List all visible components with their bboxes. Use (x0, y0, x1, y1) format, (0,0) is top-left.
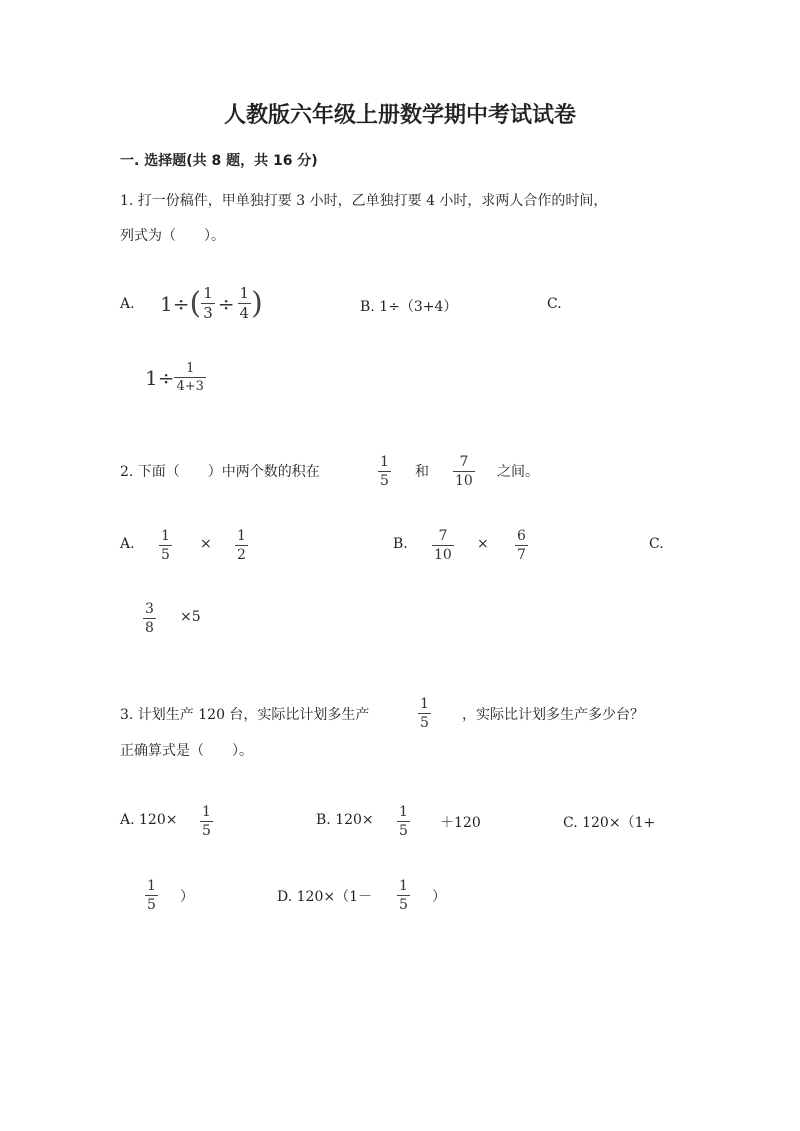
q1-line1: 1. 打一份稿件，甲单独打要 3 小时，乙单独打要 4 小时，求两人合作的时间， (120, 193, 608, 209)
q2-fraction-1 (378, 455, 391, 488)
fraction (378, 455, 391, 488)
fraction (143, 602, 156, 635)
q2-option-b-label: B. (393, 536, 408, 552)
denominator: 4 (239, 304, 250, 322)
numerator: 6 (517, 528, 526, 544)
q3-c-close: ） (180, 889, 194, 905)
q3-option-a: A. 120× (120, 812, 178, 828)
denominator: 3 (203, 304, 213, 322)
fraction (418, 697, 431, 730)
numerator: 1 (239, 284, 250, 302)
denominator: 10 (434, 547, 452, 563)
fraction (145, 879, 158, 912)
q2-a-fraction-1 (159, 529, 172, 562)
q3-option-d: D. 120×（1－ (277, 889, 372, 905)
q3-tail: ，实际比计划多生产多少台？ (462, 707, 644, 723)
numerator: 1 (186, 361, 195, 376)
fraction (397, 805, 410, 838)
denominator: 5 (147, 897, 156, 913)
q2-a-fraction-2 (235, 529, 248, 562)
q3-b-tail: ＋120 (440, 815, 481, 831)
fraction (159, 529, 172, 562)
denominator: 5 (399, 823, 408, 839)
denominator: 5 (420, 715, 429, 731)
q2-b-times: × (477, 536, 489, 552)
q2-c-fraction (143, 602, 156, 635)
q1-option-b: B. 1÷（3+4） (360, 299, 458, 315)
q1-a-fraction-1 (201, 286, 215, 321)
fraction (515, 529, 528, 562)
q3-line2: 正确算式是（ ）。 (120, 743, 253, 759)
numerator: 1 (161, 528, 170, 544)
q3-c-fraction (145, 879, 158, 912)
fraction (432, 529, 454, 562)
q1-a-operator: ÷ (217, 291, 235, 316)
numerator: 1 (203, 284, 213, 302)
denominator: 2 (237, 547, 246, 563)
q3-a-fraction (200, 805, 213, 838)
q2-a-times: × (200, 536, 212, 552)
numerator: 1 (237, 528, 246, 544)
fraction (397, 879, 410, 912)
q2-tail: 之间。 (497, 464, 539, 480)
denominator: 5 (161, 547, 170, 563)
numerator: 1 (147, 878, 156, 894)
fraction (200, 805, 213, 838)
section-heading: 一. 选择题(共 8 题，共 16 分) (120, 153, 318, 169)
q3-d-fraction (397, 879, 410, 912)
numerator: 1 (420, 696, 429, 712)
q1-option-a-label: A. (120, 296, 135, 312)
denominator: 5 (399, 897, 408, 913)
q1-c-lead: 1÷ (145, 365, 175, 390)
right-paren: ) (251, 286, 263, 321)
q2-fraction-2 (453, 455, 475, 488)
denominator: 4+3 (176, 379, 204, 394)
q2-b-fraction-2 (515, 529, 528, 562)
denominator: 5 (380, 473, 389, 489)
numerator: 1 (399, 804, 408, 820)
q2-c-tail: ×5 (180, 609, 201, 625)
q3-fraction (418, 697, 431, 730)
numerator: 7 (438, 528, 448, 544)
numerator: 3 (145, 601, 154, 617)
left-paren: ( (189, 286, 202, 321)
q2-option-c-label: C. (649, 536, 664, 552)
denominator: 10 (455, 473, 473, 489)
q2-lead: 2. 下面（ ）中两个数的积在 (120, 464, 320, 480)
q1-a-fraction-2 (238, 286, 252, 321)
numerator: 7 (459, 454, 469, 470)
q1-line2: 列式为（ ）。 (120, 228, 225, 244)
q3-d-close: ） (432, 889, 446, 905)
q1-a-lead: 1÷ (160, 291, 190, 316)
q1-option-a-expression (160, 286, 263, 321)
q1-c-fraction (174, 362, 205, 393)
denominator: 7 (517, 547, 526, 563)
numerator: 1 (380, 454, 389, 470)
q2-b-fraction-1 (432, 529, 454, 562)
q2-and: 和 (415, 464, 429, 480)
q3-lead: 3. 计划生产 120 台，实际比计划多生产 (120, 707, 370, 723)
denominator: 8 (145, 620, 154, 636)
fraction (235, 529, 248, 562)
q1-option-c-expression (145, 362, 206, 393)
q3-option-b: B. 120× (316, 812, 374, 828)
q3-option-c: C. 120×（1+ (563, 815, 656, 831)
denominator: 5 (202, 823, 211, 839)
page-title: 人教版六年级上册数学期中考试试卷 (223, 103, 576, 128)
numerator: 1 (202, 804, 211, 820)
q3-b-fraction (397, 805, 410, 838)
numerator: 1 (399, 878, 408, 894)
fraction (453, 455, 475, 488)
q1-option-c-label: C. (547, 296, 562, 312)
q2-option-a-label: A. (120, 536, 135, 552)
